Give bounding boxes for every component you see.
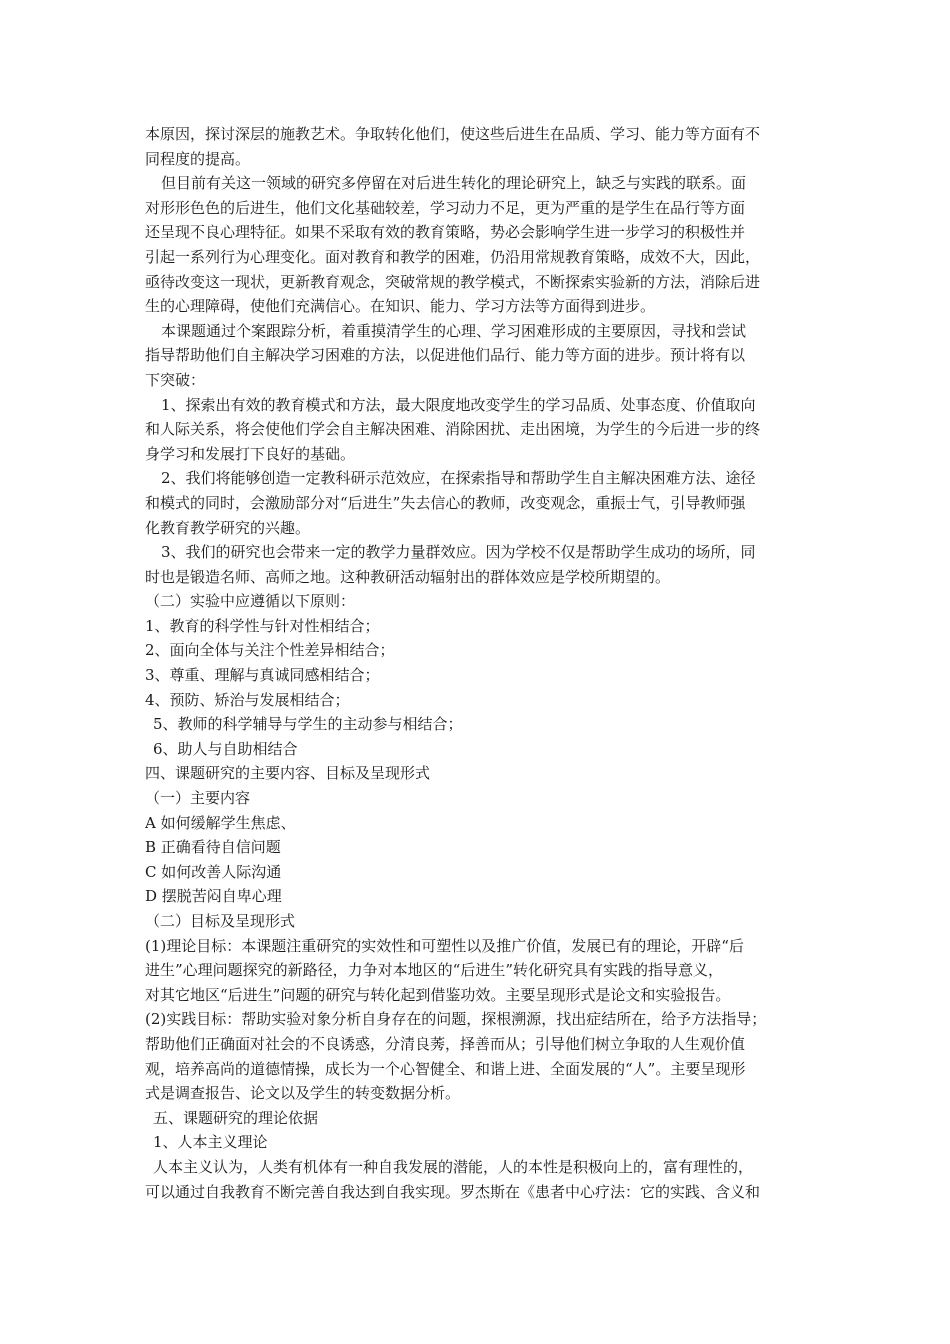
text-line: 亟待改变这一现状，更新教育观念，突破常规的教学模式，不断探索实验新的方法，消除后进 — [145, 272, 761, 291]
text-line: 引起一系列行为心理变化。面对教育和教学的困难，仍沿用常规教育策略，成效不大，因此， — [145, 247, 761, 266]
text-line: 和人际关系，将会使他们学会自主解决困难、消除困扰、走出困境，为学生的今后进一步的终 — [145, 420, 761, 439]
text-line: 五、课题研究的理论依据 — [153, 1108, 319, 1127]
text-line: B 正确看待自信问题 — [145, 838, 281, 857]
document-body — [145, 122, 817, 1204]
text-line: 1、探索出有效的教育模式和方法，最大限度地改变学生的学习品质、处事态度、价值取向 — [161, 395, 756, 414]
text-line: A 如何缓解学生焦虑、 — [145, 813, 296, 832]
text-line: 对其它地区“后进生”问题的研究与转化起到借鉴功效。主要呈现形式是论文和实验报告。 — [145, 985, 731, 1004]
text-line: （二）目标及呈现形式 — [145, 912, 296, 930]
text-line: 3、我们的研究也会带来一定的教学力量群效应。因为学校不仅是帮助学生成功的场所，同 — [161, 543, 756, 562]
text-line: 6、助人与自助相结合 — [153, 739, 298, 758]
text-line: 帮助他们正确面对社会的不良诱惑，分清良莠，择善而从；引导他们树立争取的人生观价值 — [145, 1034, 746, 1053]
text-line: 4、预防、矫治与发展相结合； — [145, 690, 350, 709]
text-line: 和模式的同时，会激励部分对“后进生”失去信心的教师，改变观念，重振士气，引导教师强 — [145, 493, 746, 512]
text-line: 同程度的提高。 — [145, 149, 251, 168]
text-line: 1、教育的科学性与针对性相结合； — [145, 616, 380, 635]
text-line: 四、课题研究的主要内容、目标及呈现形式 — [145, 764, 431, 783]
text-line: 化教育教学研究的兴趣。 — [145, 518, 311, 537]
text-line: 下突破： — [145, 370, 206, 389]
text-line: 本课题通过个案跟踪分析，着重摸清学生的心理、学习困难形成的主要原因，寻找和尝试 — [161, 321, 747, 340]
text-line: 但目前有关这一领域的研究多停留在对后进生转化的理论研究上，缺乏与实践的联系。面 — [161, 174, 747, 193]
text-line: 对形形色色的后进生，他们文化基础较差，学习动力不足，更为严重的是学生在品行等方面 — [145, 198, 746, 217]
text-line: (2)实践目标：帮助实验对象分析自身存在的问题，探根溯源，找出症结所在，给予方法指导； — [145, 1010, 767, 1029]
text-line: 式是调查报告、论文以及学生的转变数据分析。 — [145, 1084, 461, 1103]
text-line: 生的心理障碍，使他们充满信心。在知识、能力、学习方法等方面得到进步。 — [145, 297, 656, 316]
text-line: 1、人本主义理论 — [153, 1133, 268, 1152]
text-line: 可以通过自我教育不断完善自我达到自我实现。罗杰斯在《患者中心疗法：它的实践、含义和 — [145, 1182, 761, 1201]
text-line: C 如何改善人际沟通 — [145, 862, 282, 881]
text-line: 本原因，探讨深层的施教艺术。争取转化他们，使这些后进生在品质、学习、能力等方面有不 — [145, 125, 761, 143]
text-line: 3、尊重、理解与真诚同感相结合； — [145, 666, 380, 685]
text-line: （一）主要内容 — [145, 789, 251, 808]
text-line: 进生”心理问题探究的新路径，力争对本地区的“后进生”转化研究具有实践的指导意义， — [145, 961, 724, 980]
text-line: 身学习和发展打下良好的基础。 — [145, 444, 356, 463]
text-line: （二）实验中应遵循以下原则： — [145, 592, 356, 611]
text-line: 人本主义认为，人类有机体有一种自我发展的潜能，人的本性是积极向上的，富有理性的， — [153, 1157, 754, 1176]
text-line: (1)理论目标：本课题注重研究的实效性和可塑性以及推广价值，发展已有的理论，开辟“后 — [145, 936, 744, 955]
text-line: 5、教师的科学辅导与学生的主动参与相结合； — [153, 715, 463, 734]
text-line: 指导帮助他们自主解决学习困难的方法，以促进他们品行、能力等方面的进步。预计将有以 — [145, 346, 746, 365]
text-line: 2、面向全体与关注个性差异相结合； — [145, 641, 395, 660]
text-line: D 摆脱苦闷自卑心理 — [145, 887, 282, 906]
text-line: 还呈现不良心理特征。如果不采取有效的教育策略，势必会影响学生进一步学习的积极性并 — [145, 223, 746, 242]
text-line: 2、我们将能够创造一定教科研示范效应，在探索指导和帮助学生自主解决困难方法、途径 — [161, 469, 756, 488]
text-line: 观，培养高尚的道德情操，成长为一个心智健全、和谐上进、全面发展的“人”。主要呈现形 — [145, 1059, 746, 1078]
text-line: 时也是锻造名师、高师之地。这种教研活动辐射出的群体效应是学校所期望的。 — [145, 567, 671, 586]
